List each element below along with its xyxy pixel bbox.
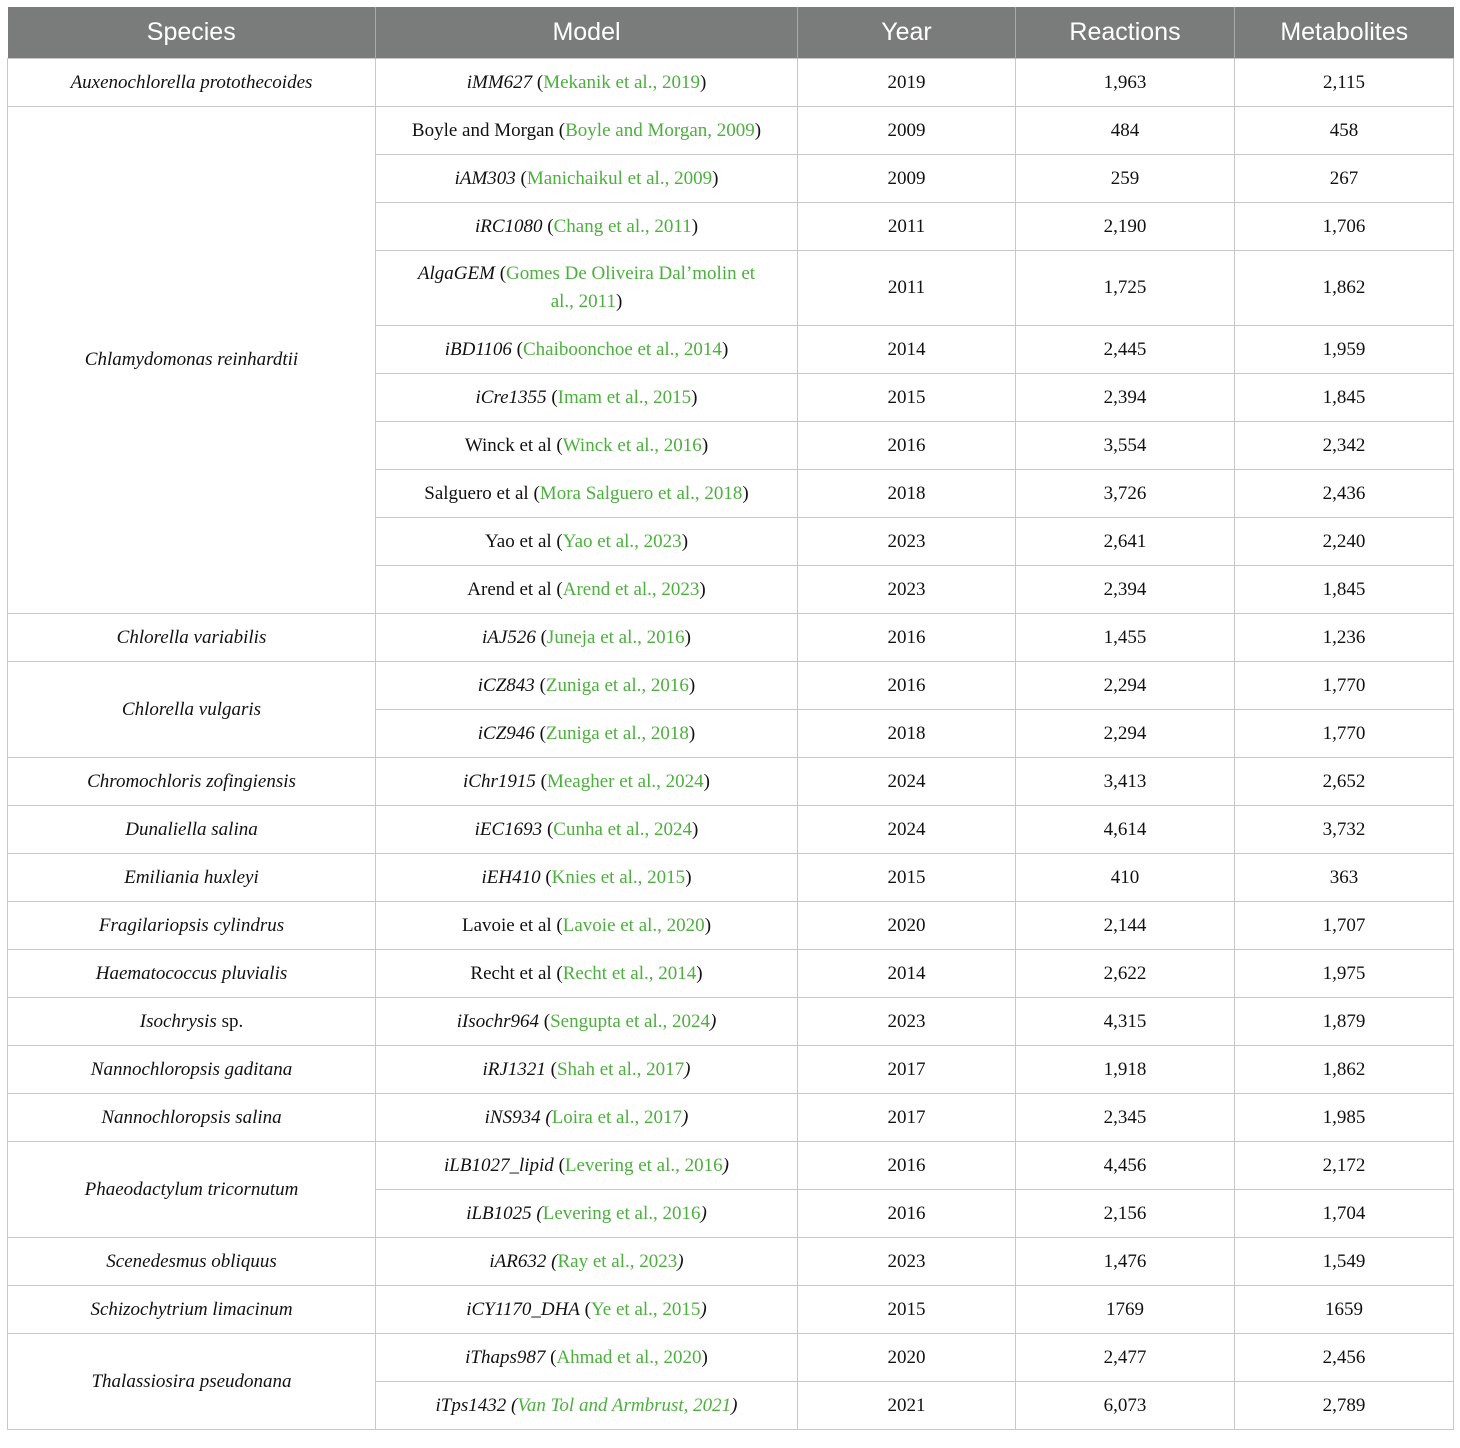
metabolites-cell: 458 xyxy=(1235,107,1454,155)
year-cell: 2016 xyxy=(798,1142,1016,1190)
citation-link[interactable]: Juneja et al., 2016 xyxy=(546,626,685,648)
table-row xyxy=(8,806,1454,854)
citation-link[interactable]: Ye et al., 2015 xyxy=(590,1298,701,1320)
reactions-cell: 1,476 xyxy=(1016,1238,1235,1286)
citation-link[interactable]: Loira et al., 2017 xyxy=(551,1106,683,1128)
model-cell: Winck et al (Winck et al., 2016) xyxy=(376,422,798,470)
model-name: iAR632 xyxy=(489,1250,547,1272)
model-cell: iLB1025 (Levering et al., 2016) xyxy=(376,1190,798,1238)
table-row xyxy=(8,758,1454,806)
col-header-reactions: Reactions xyxy=(1016,7,1235,59)
metabolites-cell: 2,172 xyxy=(1235,1142,1454,1190)
reactions-cell: 2,394 xyxy=(1016,374,1235,422)
citation-link[interactable]: Mekanik et al., 2019 xyxy=(543,71,700,93)
species-cell: Nannochloropsis salina xyxy=(8,1094,376,1142)
metabolites-cell: 1,704 xyxy=(1235,1190,1454,1238)
table-row xyxy=(8,854,1454,902)
model-cell: iIsochr964 (Sengupta et al., 2024) xyxy=(376,998,798,1046)
metabolites-cell: 1,862 xyxy=(1235,251,1454,326)
year-cell: 2019 xyxy=(798,59,1016,107)
metabolites-cell: 1,770 xyxy=(1235,710,1454,758)
reactions-cell: 4,614 xyxy=(1016,806,1235,854)
col-header-year: Year xyxy=(798,7,1016,59)
table-row xyxy=(8,1094,1454,1142)
citation-link[interactable]: Lavoie et al., 2020 xyxy=(562,914,705,936)
year-cell: 2011 xyxy=(798,203,1016,251)
metabolites-cell: 3,732 xyxy=(1235,806,1454,854)
table-row xyxy=(8,902,1454,950)
year-cell: 2023 xyxy=(798,518,1016,566)
metabolites-cell: 1,707 xyxy=(1235,902,1454,950)
model-cell: iBD1106 (Chaiboonchoe et al., 2014) xyxy=(376,326,798,374)
year-cell: 2024 xyxy=(798,806,1016,854)
model-cell: iEH410 (Knies et al., 2015) xyxy=(376,854,798,902)
model-name: iThaps987 xyxy=(465,1346,546,1368)
model-name: AlgaGEM xyxy=(417,263,495,284)
species-cell: Haematococcus pluvialis xyxy=(8,950,376,998)
model-name: iIsochr964 xyxy=(456,1010,540,1032)
model-cell: iRJ1321 (Shah et al., 2017) xyxy=(376,1046,798,1094)
model-cell: iCZ946 (Zuniga et al., 2018) xyxy=(376,710,798,758)
year-cell: 2023 xyxy=(798,1238,1016,1286)
model-name: Recht et al xyxy=(470,962,552,984)
citation-link[interactable]: Van Tol and Armbrust, 2021 xyxy=(517,1394,732,1416)
model-name: iNS934 xyxy=(484,1106,541,1128)
citation-link[interactable]: Chang et al., 2011 xyxy=(553,215,692,237)
citation-link[interactable]: Boyle and Morgan, 2009 xyxy=(565,119,755,141)
model-name: iBD1106 xyxy=(444,338,512,360)
model-name: iTps1432 xyxy=(435,1394,507,1416)
reactions-cell: 1,918 xyxy=(1016,1046,1235,1094)
species-cell: Chlorella vulgaris xyxy=(8,662,376,758)
citation-link[interactable]: Zuniga et al., 2016 xyxy=(545,674,689,696)
reactions-cell: 2,190 xyxy=(1016,203,1235,251)
year-cell: 2017 xyxy=(798,1094,1016,1142)
table-row xyxy=(8,950,1454,998)
reactions-cell: 4,315 xyxy=(1016,998,1235,1046)
species-cell: Scenedesmus obliquus xyxy=(8,1238,376,1286)
col-header-model: Model xyxy=(376,7,798,59)
reactions-cell: 2,156 xyxy=(1016,1190,1235,1238)
model-name: iCZ843 xyxy=(477,674,535,696)
model-cell: iEC1693 (Cunha et al., 2024) xyxy=(376,806,798,854)
model-cell: iChr1915 (Meagher et al., 2024) xyxy=(376,758,798,806)
metabolites-cell: 2,436 xyxy=(1235,470,1454,518)
year-cell: 2024 xyxy=(798,758,1016,806)
year-cell: 2009 xyxy=(798,155,1016,203)
year-cell: 2009 xyxy=(798,107,1016,155)
reactions-cell: 1769 xyxy=(1016,1286,1235,1334)
year-cell: 2015 xyxy=(798,1286,1016,1334)
year-cell: 2016 xyxy=(798,614,1016,662)
year-cell: 2011 xyxy=(798,251,1016,326)
citation-link[interactable]: Ray et al., 2023 xyxy=(557,1250,678,1272)
model-cell: Lavoie et al (Lavoie et al., 2020) xyxy=(376,902,798,950)
citation-link[interactable]: Ahmad et al., 2020 xyxy=(556,1346,702,1368)
reactions-cell: 2,294 xyxy=(1016,662,1235,710)
model-cell: Salguero et al (Mora Salguero et al., 2018) xyxy=(376,470,798,518)
metabolites-cell: 1,706 xyxy=(1235,203,1454,251)
citation-link[interactable]: Knies et al., 2015 xyxy=(551,866,686,888)
citation-link[interactable]: Zuniga et al., 2018 xyxy=(545,722,689,744)
citation-link[interactable]: Mora Salguero et al., 2018 xyxy=(539,482,743,504)
model-cell: Boyle and Morgan (Boyle and Morgan, 2009) xyxy=(376,107,798,155)
table-row xyxy=(8,1142,1454,1190)
citation-link[interactable]: Levering et al., 2016 xyxy=(542,1202,701,1224)
header-row xyxy=(8,7,1454,59)
metabolites-cell: 1,862 xyxy=(1235,1046,1454,1094)
year-cell: 2014 xyxy=(798,950,1016,998)
model-cell: iCY1170_DHA (Ye et al., 2015) xyxy=(376,1286,798,1334)
table-row xyxy=(8,998,1454,1046)
model-name: iCZ946 xyxy=(477,722,535,744)
metabolites-cell: 2,456 xyxy=(1235,1334,1454,1382)
year-cell: 2017 xyxy=(798,1046,1016,1094)
reactions-cell: 2,641 xyxy=(1016,518,1235,566)
model-name: iCre1355 xyxy=(475,386,547,408)
citation-link[interactable]: Cunha et al., 2024 xyxy=(553,818,693,840)
model-name: iEH410 xyxy=(481,866,541,888)
table-row xyxy=(8,107,1454,155)
model-name: Salguero et al xyxy=(424,482,529,504)
species-cell: Schizochytrium limacinum xyxy=(8,1286,376,1334)
metabolites-cell: 1,959 xyxy=(1235,326,1454,374)
metabolites-cell: 1,985 xyxy=(1235,1094,1454,1142)
year-cell: 2018 xyxy=(798,470,1016,518)
model-name: Arend et al xyxy=(467,578,552,600)
reactions-cell: 410 xyxy=(1016,854,1235,902)
table-row xyxy=(8,614,1454,662)
reactions-cell: 2,394 xyxy=(1016,566,1235,614)
metabolites-cell: 1,549 xyxy=(1235,1238,1454,1286)
model-cell: iAR632 (Ray et al., 2023) xyxy=(376,1238,798,1286)
species-cell: Dunaliella salina xyxy=(8,806,376,854)
species-cell: Thalassiosira pseudonana xyxy=(8,1334,376,1430)
year-cell: 2021 xyxy=(798,1382,1016,1430)
model-name: iAM303 xyxy=(454,167,516,189)
species-cell: Auxenochlorella protothecoides xyxy=(8,59,376,107)
metabolites-cell: 1659 xyxy=(1235,1286,1454,1334)
reactions-cell: 4,456 xyxy=(1016,1142,1235,1190)
reactions-cell: 3,413 xyxy=(1016,758,1235,806)
citation-link[interactable]: Meagher et al., 2024 xyxy=(546,770,704,792)
model-cell: Arend et al (Arend et al., 2023) xyxy=(376,566,798,614)
metabolites-cell: 1,879 xyxy=(1235,998,1454,1046)
models-table xyxy=(7,7,1454,1430)
metabolites-cell: 1,845 xyxy=(1235,566,1454,614)
metabolites-cell: 363 xyxy=(1235,854,1454,902)
metabolites-cell: 2,652 xyxy=(1235,758,1454,806)
table-row xyxy=(8,1286,1454,1334)
reactions-cell: 1,963 xyxy=(1016,59,1235,107)
col-header-species: Species xyxy=(8,7,376,59)
model-name: iChr1915 xyxy=(463,770,536,792)
year-cell: 2023 xyxy=(798,998,1016,1046)
reactions-cell: 2,477 xyxy=(1016,1334,1235,1382)
metabolites-cell: 2,115 xyxy=(1235,59,1454,107)
table-row xyxy=(8,1238,1454,1286)
model-name: iLB1025 xyxy=(466,1202,532,1224)
table-row xyxy=(8,59,1454,107)
model-cell: iNS934 (Loira et al., 2017) xyxy=(376,1094,798,1142)
species-cell: Emiliania huxleyi xyxy=(8,854,376,902)
model-cell: iAM303 (Manichaikul et al., 2009) xyxy=(376,155,798,203)
year-cell: 2020 xyxy=(798,1334,1016,1382)
species-cell: Chromochloris zofingiensis xyxy=(8,758,376,806)
year-cell: 2015 xyxy=(798,374,1016,422)
metabolites-cell: 1,975 xyxy=(1235,950,1454,998)
reactions-cell: 2,345 xyxy=(1016,1094,1235,1142)
model-cell: iTps1432 (Van Tol and Armbrust, 2021) xyxy=(376,1382,798,1430)
citation-link[interactable]: Arend et al., 2023 xyxy=(562,578,700,600)
model-cell: Recht et al (Recht et al., 2014) xyxy=(376,950,798,998)
year-cell: 2016 xyxy=(798,422,1016,470)
year-cell: 2014 xyxy=(798,326,1016,374)
species-cell: Chlamydomonas reinhardtii xyxy=(8,107,376,614)
year-cell: 2023 xyxy=(798,566,1016,614)
metabolites-cell: 267 xyxy=(1235,155,1454,203)
model-name: iMM627 xyxy=(466,71,533,93)
species-cell: Chlorella variabilis xyxy=(8,614,376,662)
year-cell: 2020 xyxy=(798,902,1016,950)
citation-link[interactable]: Yao et al., 2023 xyxy=(562,530,682,552)
species-genus: Isochrysis xyxy=(139,1010,217,1032)
model-name: iAJ526 xyxy=(482,626,536,648)
model-cell: iCZ843 (Zuniga et al., 2016) xyxy=(376,662,798,710)
reactions-cell: 2,622 xyxy=(1016,950,1235,998)
metabolites-cell: 1,845 xyxy=(1235,374,1454,422)
model-cell: iRC1080 (Chang et al., 2011) xyxy=(376,203,798,251)
table-row xyxy=(8,1046,1454,1094)
citation-link[interactable]: Manichaikul et al., 2009 xyxy=(526,167,713,189)
citation-link[interactable]: Sengupta et al., 2024 xyxy=(550,1010,710,1032)
metabolites-cell: 1,236 xyxy=(1235,614,1454,662)
species-suffix: sp. xyxy=(216,1010,244,1032)
metabolites-cell: 1,770 xyxy=(1235,662,1454,710)
reactions-cell: 2,144 xyxy=(1016,902,1235,950)
model-cell: iCre1355 (Imam et al., 2015) xyxy=(376,374,798,422)
year-cell: 2016 xyxy=(798,1190,1016,1238)
citation-link[interactable]: Recht et al., 2014 xyxy=(562,962,697,984)
reactions-cell: 1,725 xyxy=(1016,251,1235,326)
model-name: Yao et al xyxy=(484,530,552,552)
reactions-cell: 1,455 xyxy=(1016,614,1235,662)
species-cell: Fragilariopsis cylindrus xyxy=(8,902,376,950)
citation-link[interactable]: Levering et al., 2016 xyxy=(564,1154,723,1176)
model-name: iRJ1321 xyxy=(482,1058,546,1080)
reactions-cell: 2,445 xyxy=(1016,326,1235,374)
species-cell xyxy=(8,998,376,1046)
metabolites-cell: 2,240 xyxy=(1235,518,1454,566)
model-cell: iLB1027_lipid (Levering et al., 2016) xyxy=(376,1142,798,1190)
reactions-cell: 6,073 xyxy=(1016,1382,1235,1430)
model-name: iEC1693 xyxy=(474,818,543,840)
model-name: Lavoie et al xyxy=(461,914,552,936)
citation-link[interactable]: Gomes De Oliveira Dal’molin et al., 2011 xyxy=(506,263,756,312)
citation-link[interactable]: Chaiboonchoe et al., 2014 xyxy=(523,338,722,360)
reactions-cell: 2,294 xyxy=(1016,710,1235,758)
table-row xyxy=(8,662,1454,710)
year-cell: 2018 xyxy=(798,710,1016,758)
year-cell: 2015 xyxy=(798,854,1016,902)
citation-link[interactable]: Winck et al., 2016 xyxy=(562,434,702,456)
year-cell: 2016 xyxy=(798,662,1016,710)
citation-link[interactable]: Shah et al., 2017 xyxy=(556,1058,685,1080)
model-cell: iThaps987 (Ahmad et al., 2020) xyxy=(376,1334,798,1382)
species-cell: Phaeodactylum tricornutum xyxy=(8,1142,376,1238)
reactions-cell: 3,554 xyxy=(1016,422,1235,470)
model-name: iRC1080 xyxy=(474,215,543,237)
model-name: iLB1027_lipid xyxy=(444,1154,554,1176)
model-cell: Yao et al (Yao et al., 2023) xyxy=(376,518,798,566)
citation-link[interactable]: Imam et al., 2015 xyxy=(557,386,692,408)
metabolites-cell: 2,342 xyxy=(1235,422,1454,470)
metabolites-cell: 2,789 xyxy=(1235,1382,1454,1430)
reactions-cell: 259 xyxy=(1016,155,1235,203)
model-name: iCY1170_DHA xyxy=(466,1298,580,1320)
reactions-cell: 3,726 xyxy=(1016,470,1235,518)
model-cell: iAJ526 (Juneja et al., 2016) xyxy=(376,614,798,662)
model-cell: iMM627 (Mekanik et al., 2019) xyxy=(376,59,798,107)
reactions-cell: 484 xyxy=(1016,107,1235,155)
model-name: Winck et al xyxy=(464,434,552,456)
table-row xyxy=(8,1334,1454,1382)
col-header-metabolites: Metabolites xyxy=(1235,7,1454,59)
species-cell: Nannochloropsis gaditana xyxy=(8,1046,376,1094)
model-cell: AlgaGEM (Gomes De Oliveira Dal’molin et al., 2011) xyxy=(376,251,798,326)
model-name: Boyle and Morgan xyxy=(411,119,555,141)
